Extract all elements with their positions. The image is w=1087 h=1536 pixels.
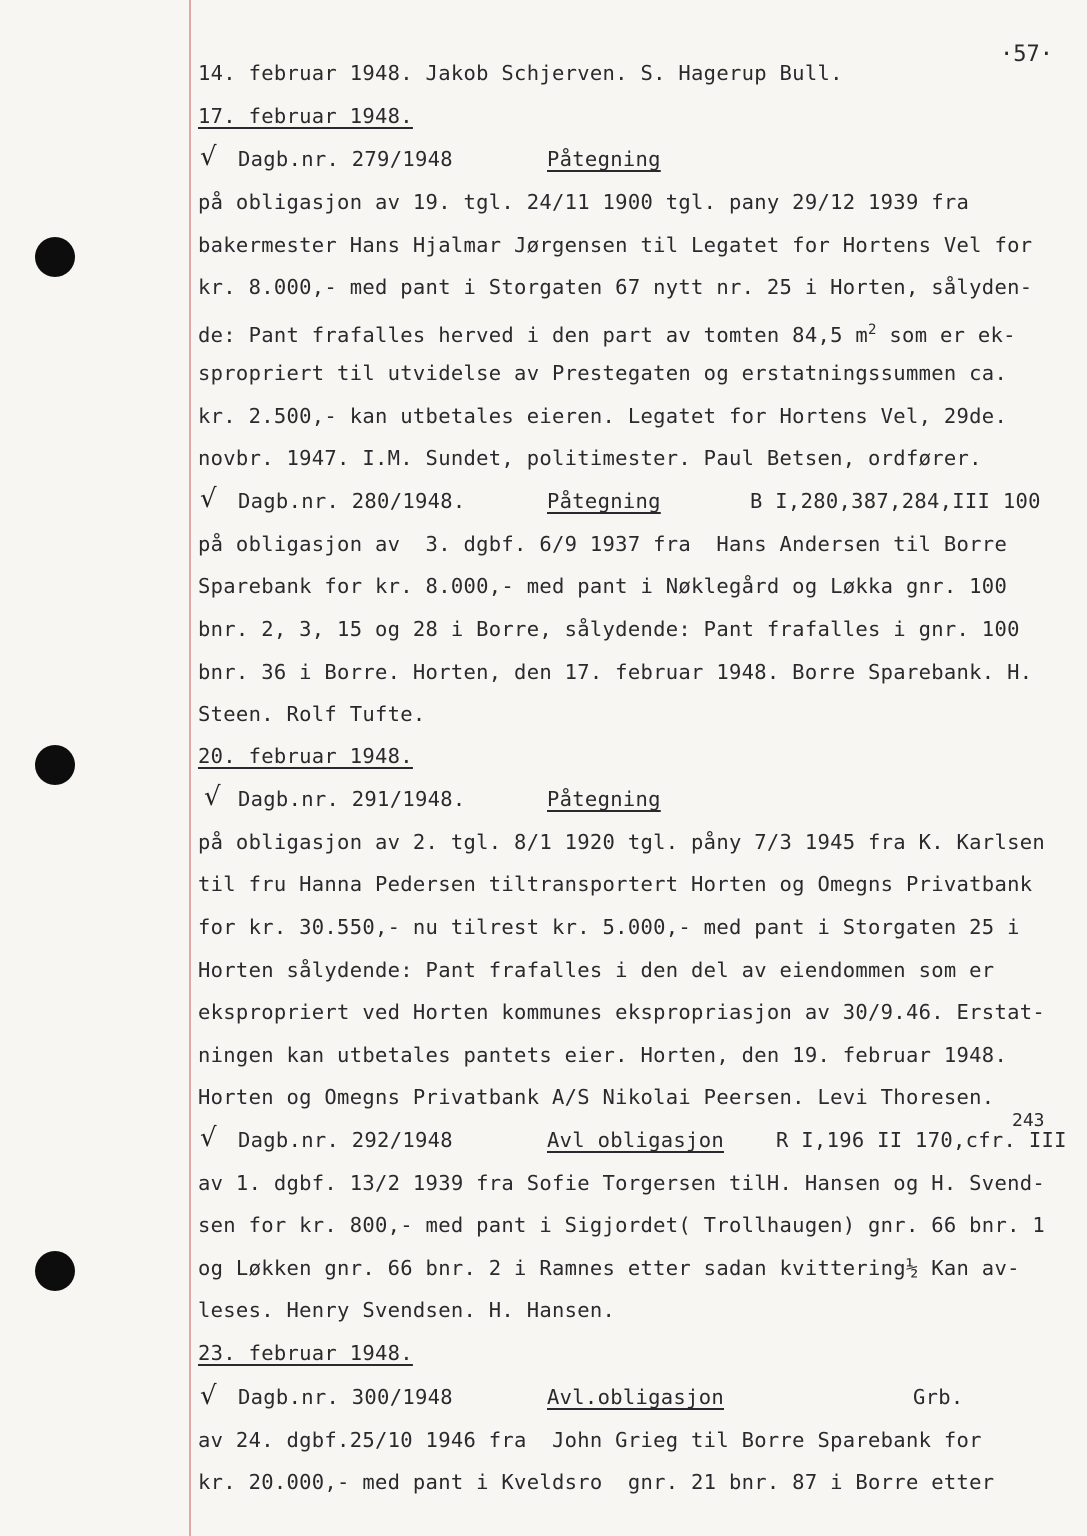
text-line: spropriert til utvidelse av Prestegaten og erstatningssummen ca. (198, 361, 1008, 385)
margin-note: 243 (1012, 1110, 1045, 1131)
text-line: sen for kr. 800,- med pant i Sigjordet( Trollhaugen) gnr. 66 bnr. 1 (198, 1213, 1046, 1237)
text-fragment: som er ek- (876, 322, 1016, 347)
check-mark: √ (204, 782, 221, 812)
entry-number: Dagb.nr. 279/1948 (238, 147, 453, 171)
entry-type: Påtegning (547, 147, 661, 171)
date-heading: 23. februar 1948. (198, 1341, 413, 1365)
text-line: bnr. 2, 3, 15 og 28 i Borre, sålydende: Pant frafalles i gnr. 100 (198, 617, 1020, 641)
text-line: på obligasjon av 19. tgl. 24/11 1900 tgl. pany 29/12 1939 fra (198, 190, 970, 214)
text-line: Horten og Omegns Privatbank A/S Nikolai Peersen. Levi Thoresen. (198, 1085, 995, 1109)
page-number: ·57· (1000, 42, 1053, 67)
margin-line (189, 0, 191, 1536)
text-line: kr. 2.500,- kan utbetales eieren. Legatet for Hortens Vel, 29de. (198, 404, 1008, 428)
check-mark: √ (200, 142, 217, 172)
text-line: 14. februar 1948. Jakob Schjerven. S. Hagerup Bull. (198, 61, 843, 85)
punch-hole (35, 745, 75, 785)
text-line: Horten sålydende: Pant frafalles i den del av eiendommen som er (198, 958, 995, 982)
text-line: ningen kan utbetales pantets eier. Horten, den 19. februar 1948. (198, 1043, 1008, 1067)
date-heading: 17. februar 1948. (198, 104, 413, 128)
entry-type: Påtegning (547, 787, 661, 811)
check-mark: √ (200, 1123, 217, 1153)
entry-type: Avl obligasjon (547, 1128, 724, 1152)
text-line: leses. Henry Svendsen. H. Hansen. (198, 1298, 616, 1322)
text-line: av 1. dgbf. 13/2 1939 fra Sofie Torgersen tilH. Hansen og H. Svend- (198, 1171, 1046, 1195)
punch-hole (35, 237, 75, 277)
text-line: ekspropriert ved Horten kommunes ekspropriasjon av 30/9.46. Erstat- (198, 1000, 1046, 1024)
text-line: kr. 8.000,- med pant i Storgaten 67 nytt nr. 25 i Horten, sålyden- (198, 275, 1033, 299)
check-mark: √ (200, 1381, 217, 1411)
entry-number: Dagb.nr. 300/1948 (238, 1385, 453, 1409)
text-line: for kr. 30.550,- nu tilrest kr. 5.000,- med pant i Storgaten 25 i (198, 915, 1020, 939)
reference: R I,196 II 170,cfr. III (776, 1128, 1067, 1152)
text-line: kr. 20.000,- med pant i Kveldsro gnr. 21 bnr. 87 i Borre etter (198, 1470, 995, 1494)
punch-hole (35, 1251, 75, 1291)
entry-number: Dagb.nr. 291/1948. (238, 787, 466, 811)
text-line: på obligasjon av 2. tgl. 8/1 1920 tgl. påny 7/3 1945 fra K. Karlsen (198, 830, 1046, 854)
text-line: novbr. 1947. I.M. Sundet, politimester. Paul Betsen, ordfører. (198, 446, 982, 470)
text-line: og Løkken gnr. 66 bnr. 2 i Ramnes etter sadan kvittering½ Kan av- (198, 1256, 1020, 1280)
entry-number: Dagb.nr. 292/1948 (238, 1128, 453, 1152)
reference: Grb. (913, 1385, 964, 1409)
text-line: bnr. 36 i Borre. Horten, den 17. februar 1948. Borre Sparebank. H. (198, 660, 1033, 684)
date-heading: 20. februar 1948. (198, 744, 413, 768)
text-line: av 24. dgbf.25/10 1946 fra John Grieg til Borre Sparebank for (198, 1428, 982, 1452)
text-line: Sparebank for kr. 8.000,- med pant i Nøklegård og Løkka gnr. 100 (198, 574, 1008, 598)
superscript: 2 (868, 322, 877, 338)
entry-number: Dagb.nr. 280/1948. (238, 489, 466, 513)
entry-type: Påtegning (547, 489, 661, 513)
text-fragment: de: Pant frafalles herved i den part av tomten 84,5 m (198, 322, 869, 347)
text-line: Steen. Rolf Tufte. (198, 702, 426, 726)
entry-type: Avl.obligasjon (547, 1385, 724, 1409)
check-mark: √ (200, 484, 217, 514)
text-line: bakermester Hans Hjalmar Jørgensen til Legatet for Hortens Vel for (198, 233, 1033, 257)
text-line (198, 317, 1016, 348)
reference: B I,280,387,284,III 100 (750, 489, 1041, 513)
text-line: til fru Hanna Pedersen tiltransportert Horten og Omegns Privatbank (198, 872, 1033, 896)
text-line: på obligasjon av 3. dgbf. 6/9 1937 fra Hans Andersen til Borre (198, 532, 1008, 556)
